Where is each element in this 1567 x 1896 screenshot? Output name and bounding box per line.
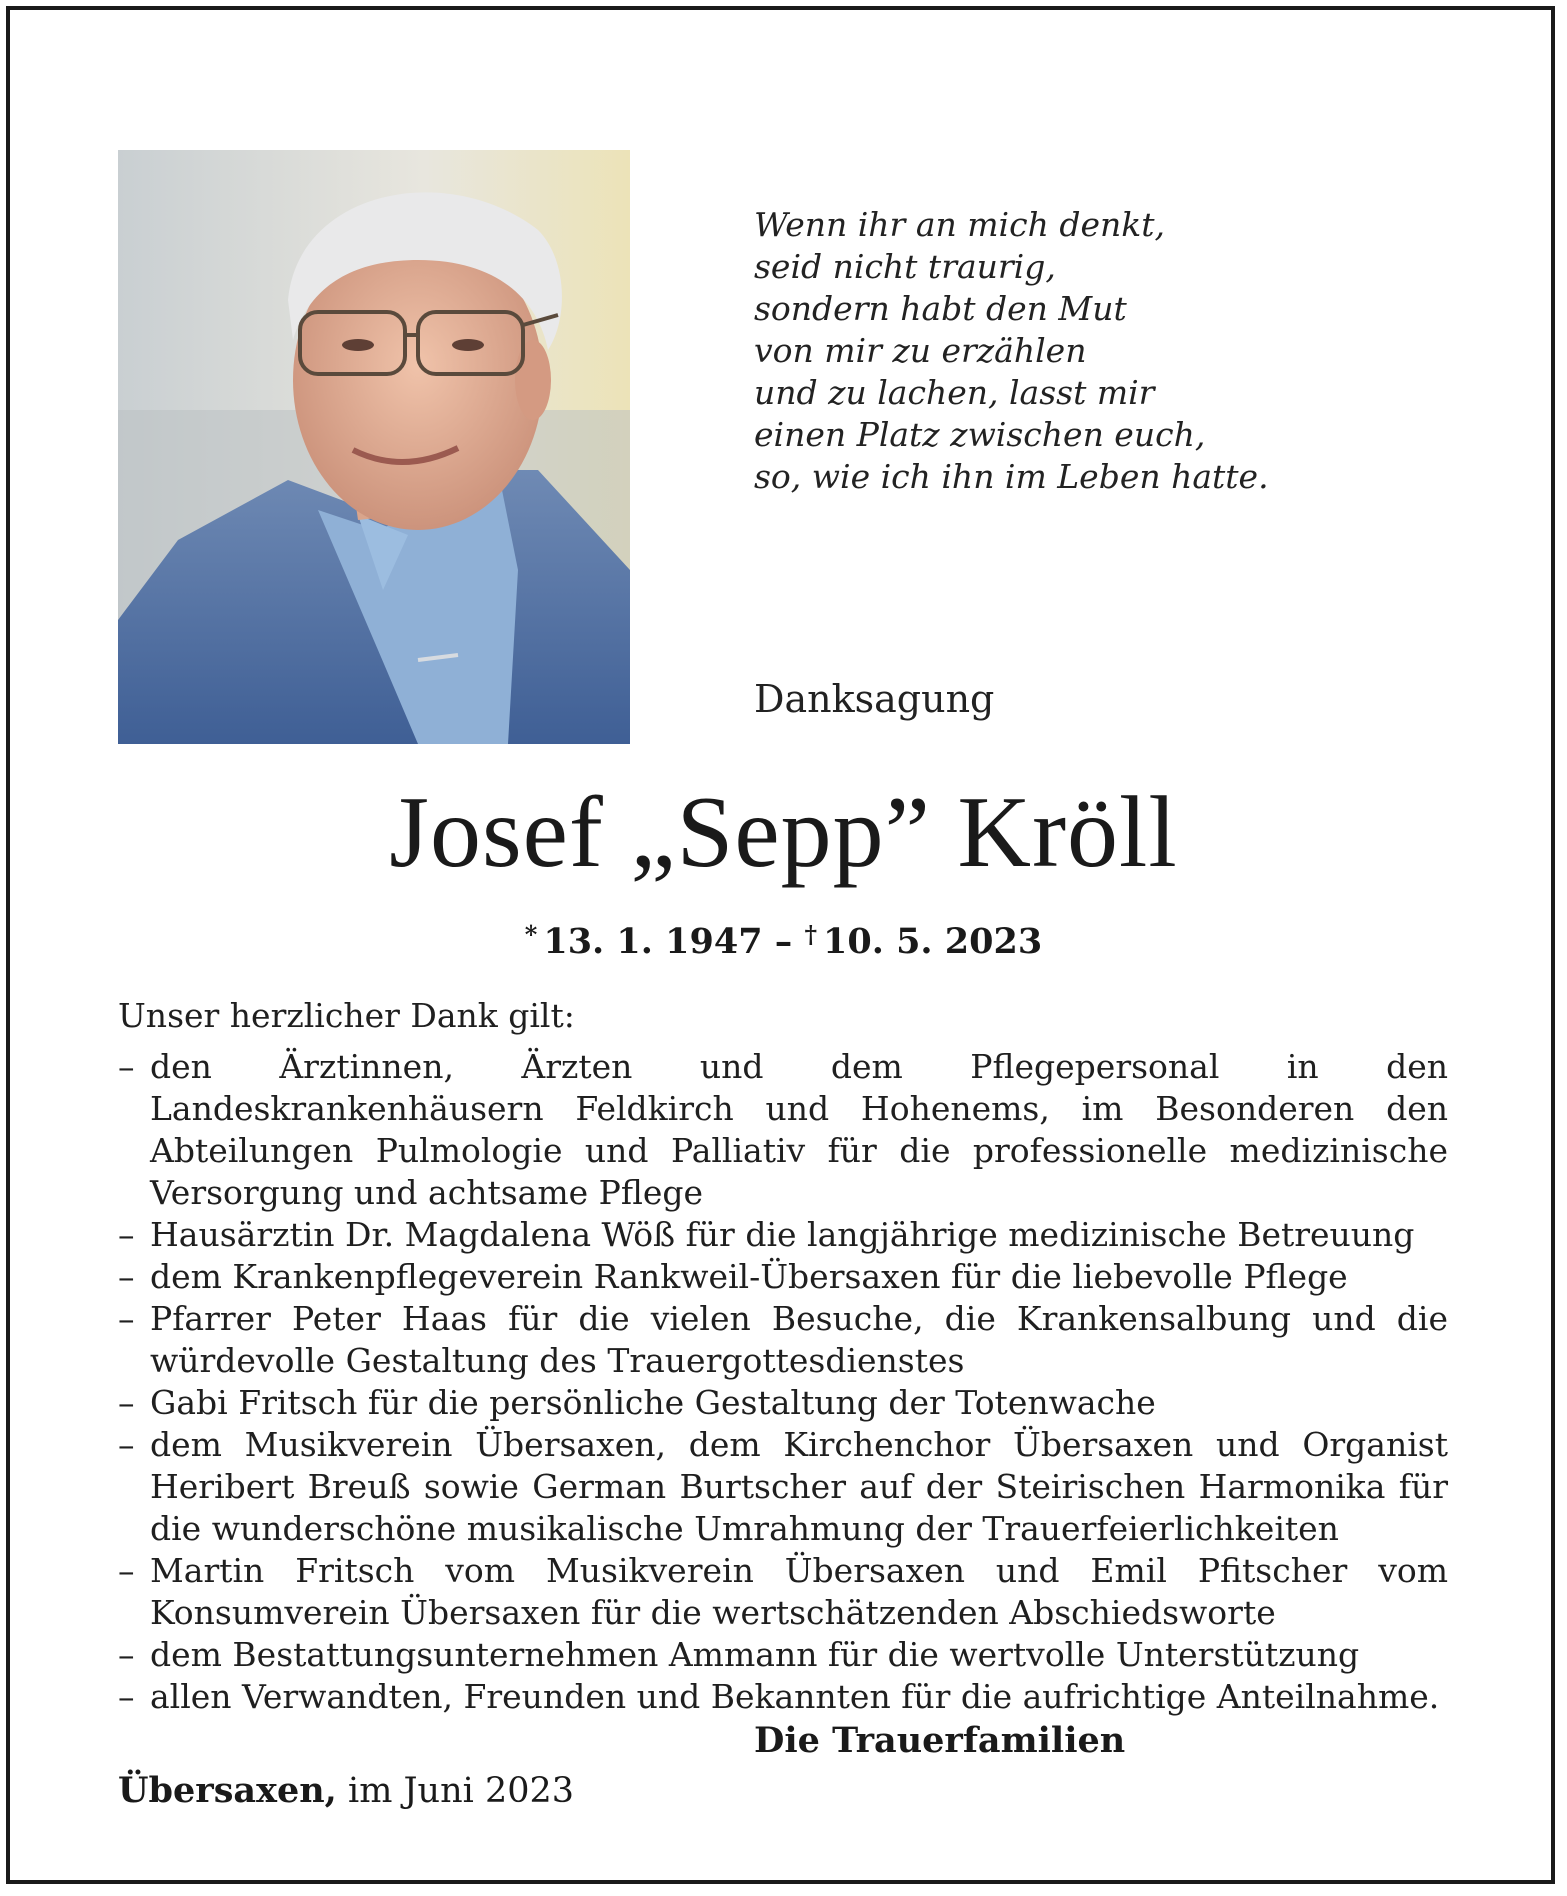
thanks-list	[118, 1046, 1448, 1718]
date-separator: –	[774, 921, 793, 962]
list-dash: –	[118, 1383, 135, 1422]
thanks-item-text: allen Verwandten, Freunden und Bekannten für die aufrichtige Anteilnahme.	[150, 1677, 1440, 1716]
list-dash: –	[118, 1425, 135, 1464]
deceased-name: Josef „Sepp” Kröll	[389, 776, 1178, 889]
birth-date: 13. 1. 1947	[543, 921, 763, 962]
thanks-item	[118, 1256, 1448, 1298]
portrait-photo	[118, 150, 630, 744]
death-date: 10. 5. 2023	[823, 921, 1043, 962]
thanks-intro: Unser herzlicher Dank gilt:	[118, 996, 575, 1035]
list-dash: –	[118, 1215, 135, 1254]
list-dash: –	[118, 1677, 135, 1716]
list-dash: –	[118, 1047, 135, 1086]
thanks-item	[118, 1634, 1448, 1676]
poem-line: Wenn ihr an mich denkt,	[754, 205, 1165, 244]
place-town: Übersaxen,	[118, 1770, 337, 1811]
thanks-item	[118, 1298, 1448, 1382]
thanks-item-text: Hausärztin Dr. Magdalena Wöß für die langjährige medizinische Betreuung	[150, 1215, 1415, 1254]
heading-danksagung: Danksagung	[754, 677, 995, 721]
poem-line: von mir zu erzählen	[754, 331, 1087, 370]
place-date-text: im Juni 2023	[348, 1771, 575, 1811]
poem-line: so, wie ich ihn im Leben hatte.	[754, 457, 1269, 496]
thanks-item-text: Gabi Fritsch für die persönliche Gestaltung der Totenwache	[150, 1383, 1156, 1422]
signature-family: Die Trauerfamilien	[754, 1720, 1126, 1761]
thanks-item	[118, 1214, 1448, 1256]
list-dash: –	[118, 1299, 135, 1338]
list-dash: –	[118, 1551, 135, 1590]
poem	[754, 204, 1269, 498]
place-date	[118, 1770, 574, 1811]
thanks-item-text: Pfarrer Peter Haas für die vielen Besuche, die Krankensalbung und die würdevolle Gestaltung des Trauergottesdienstes	[150, 1299, 1448, 1380]
poem-line: sondern habt den Mut	[754, 289, 1127, 328]
thanks-item-text: dem Musikverein Übersaxen, dem Kirchenchor Übersaxen und Organist Heribert Breuß sowie German Burtscher auf der Steirischen Harmonika für die wunderschöne musikalische Umrahmung der Trauerfeierlichkeiten	[150, 1425, 1448, 1548]
thanks-item	[118, 1550, 1448, 1634]
poem-line: und zu lachen, lasst mir	[754, 373, 1155, 412]
thanks-item	[118, 1382, 1448, 1424]
poem-line: einen Platz zwischen euch,	[754, 415, 1206, 454]
birth-symbol: *	[524, 920, 538, 949]
death-symbol: †	[804, 920, 817, 949]
portrait-illustration	[118, 150, 630, 744]
poem-line: seid nicht traurig,	[754, 247, 1056, 286]
thanks-item	[118, 1676, 1448, 1718]
thanks-item-text: dem Bestattungsunternehmen Ammann für die wertvolle Unterstützung	[150, 1635, 1360, 1674]
thanks-item	[118, 1424, 1448, 1550]
list-dash: –	[118, 1257, 135, 1296]
thanks-item	[118, 1046, 1448, 1214]
list-dash: –	[118, 1635, 135, 1674]
life-dates	[0, 920, 1567, 962]
thanks-item-text: den Ärztinnen, Ärzten und dem Pflegepersonal in den Landeskrankenhäusern Feldkirch und Hohenems, im Besonderen den Abteilungen Pulmologie und Palliativ für die professionelle medizinische Versorgung und achtsame Pflege	[150, 1047, 1448, 1212]
thanks-item-text: Martin Fritsch vom Musikverein Übersaxen und Emil Pfitscher vom Konsumverein Übersaxen für die wertschätzenden Abschiedsworte	[150, 1551, 1448, 1632]
thanks-item-text: dem Krankenpflegeverein Rankweil-Übersaxen für die liebevolle Pflege	[150, 1257, 1348, 1296]
